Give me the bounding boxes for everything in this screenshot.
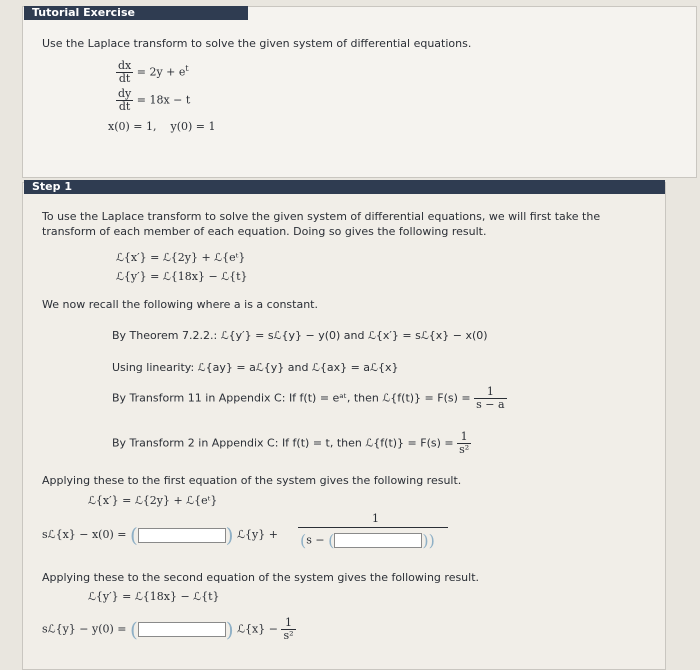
apply-first-text: Applying these to the first equation of the system gives the following result. xyxy=(42,474,462,487)
fraction-numerator: 1 xyxy=(281,617,295,630)
open-paren: ( xyxy=(129,523,138,547)
fraction-bar xyxy=(298,527,448,528)
answer-1-mid: ℒ{y} + xyxy=(237,528,278,541)
dy-dt-fraction xyxy=(116,88,133,113)
transform-11-text: By Transform 11 in Appendix C: If f(t) = eᵃᵗ, then ℒ{f(t)} = F(s) = xyxy=(112,391,471,405)
transform-11-fraction xyxy=(474,386,506,411)
transform-2-text: By Transform 2 in Appendix C: If f(t) = t, then ℒ{f(t)} = F(s) = xyxy=(112,436,454,450)
open-paren: ( xyxy=(300,531,307,550)
tutorial-header xyxy=(24,6,248,20)
answer-2-lhs: sℒ{y} − y(0) = xyxy=(42,622,127,636)
step-label: Step 1 xyxy=(32,180,72,193)
answer-1-lhs: sℒ{x} − x(0) = xyxy=(42,528,127,541)
fraction-denominator: s² xyxy=(459,443,470,456)
fraction-denominator: dt xyxy=(118,100,131,113)
denominator-prefix: s − xyxy=(306,533,325,547)
equation-2-rhs: = 18x − t xyxy=(136,93,191,107)
initial-conditions: x(0) = 1, y(0) = 1 xyxy=(108,120,216,133)
fraction-denominator: s − a xyxy=(476,398,505,411)
transform-11-row xyxy=(112,386,507,411)
problem-instruction: Use the Laplace transform to solve the given system of differential equations. xyxy=(42,37,472,50)
step-header xyxy=(24,180,665,194)
close-paren: )) xyxy=(422,531,435,550)
answer-row-2 xyxy=(42,617,296,642)
transform-2-fraction xyxy=(457,431,471,456)
transform-eq-2: ℒ{y′} = ℒ{18x} − ℒ{t} xyxy=(116,270,248,283)
open-paren: ( xyxy=(328,531,335,550)
close-paren: ) xyxy=(225,523,234,547)
fraction-numerator: dx xyxy=(118,59,132,72)
close-paren: ) xyxy=(225,617,234,642)
tutorial-title: Tutorial Exercise xyxy=(32,6,135,19)
exponent: t xyxy=(185,63,189,73)
apply-first-equation: ℒ{x′} = ℒ{2y} + ℒ{eᵗ} xyxy=(88,494,218,507)
dx-dt-fraction xyxy=(116,60,133,85)
open-paren: ( xyxy=(130,617,138,642)
equation-1 xyxy=(116,60,189,85)
equation-1-rhs: = 2y + e xyxy=(136,65,186,79)
transform-2-row xyxy=(112,431,471,456)
fraction-numerator: dy xyxy=(118,87,132,100)
coefficient-input-2[interactable] xyxy=(138,622,226,637)
linearity-text: Using linearity: ℒ{ay} = aℒ{y} and ℒ{ax} = aℒ{x} xyxy=(112,361,399,374)
answer-2-fraction xyxy=(281,617,295,642)
fraction-numerator: 1 xyxy=(474,386,506,399)
answer-2-mid: ℒ{x} − xyxy=(237,622,278,636)
fraction-numerator: 1 xyxy=(457,431,471,444)
answer-1-denominator xyxy=(300,531,435,550)
theorem-text: By Theorem 7.2.2.: ℒ{y′} = sℒ{y} − y(0) and ℒ{x′} = sℒ{x} − x(0) xyxy=(112,329,488,342)
apply-second-text: Applying these to the second equation of the system gives the following result. xyxy=(42,571,480,584)
exponent-input[interactable] xyxy=(334,533,422,548)
answer-1-fraction-numerator: 1 xyxy=(372,512,379,525)
recall-text: We now recall the following where a is a constant. xyxy=(42,298,318,311)
step-intro: To use the Laplace transform to solve the given system of differential equations, we will first take the transform of each member of each equation. Doing so gives the following result. xyxy=(42,210,601,238)
answer-row-1 xyxy=(42,523,278,547)
transform-eq-1: ℒ{x′} = ℒ{2y} + ℒ{eᵗ} xyxy=(116,251,246,264)
equation-2 xyxy=(116,88,190,113)
fraction-denominator: dt xyxy=(118,72,131,85)
apply-second-equation: ℒ{y′} = ℒ{18x} − ℒ{t} xyxy=(88,590,220,603)
coefficient-input-1[interactable] xyxy=(138,528,226,543)
fraction-denominator: s² xyxy=(283,629,294,642)
